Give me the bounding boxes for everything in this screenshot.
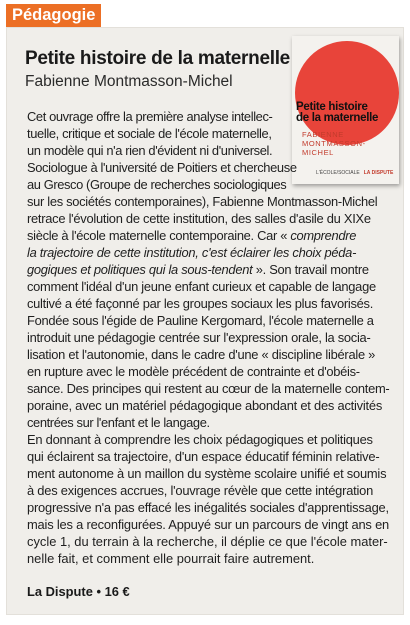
publisher-price: La Dispute • 16 €	[27, 584, 130, 599]
review-card	[6, 27, 404, 615]
cover-title: Petite histoire de la maternelle	[296, 101, 379, 124]
text-line: mais les a reconfigurées. Appuyé sur un parcours de vingt ans en	[27, 517, 390, 532]
cover-publisher: L'ÉCOLE/SOCIALE LA DISPUTE	[316, 170, 394, 176]
text-line: cycle 1, du terrain à la recherche, il déplie ce que l'école mater-	[27, 534, 388, 549]
book-title: Petite histoire de la maternelle	[25, 48, 290, 69]
review-body	[27, 108, 389, 567]
text-line: un modèle qui n'a rien d'évident ni d'universel.	[27, 143, 273, 158]
text-line: En donnant à comprendre les choix pédagogiques et politiques	[27, 432, 373, 447]
text-line: en rupture avec le modèle précédent de contrainte et d'obéis-	[27, 364, 360, 379]
text-line: Cet ouvrage offre la première analyse intellec-	[27, 109, 273, 124]
text-line: centrées sur l'enfant et le langage.	[27, 415, 210, 430]
text-line: Fondée sous l'égide de Pauline Kergomard, l'école maternelle a	[27, 313, 374, 328]
text-line: ment autonome à un maillon du système scolaire unifié et soumis	[27, 466, 387, 481]
text-line: progressive n'a pas effacé les inégalités sociales d'apprentissage,	[27, 500, 389, 515]
book-author: Fabienne Montmasson-Michel	[25, 73, 233, 90]
text-line: siècle à l'école maternelle contemporaine. Car « comprendre	[27, 228, 357, 243]
cover-author: FABIENNE MONTMASSON-MICHEL	[302, 130, 366, 157]
section-tag: Pédagogie	[6, 4, 101, 27]
text-line: au Gresco (Groupe de recherches sociologiques	[27, 177, 287, 192]
text-line: poraine, avec un matériel pédagogique abondant et des activités	[27, 398, 383, 413]
text-line: la trajectoire de cette institution, c'est éclairer les choix péda-	[27, 245, 357, 260]
text-line: lisation et l'autonomie, dans le cadre d'une « discipline libérale »	[27, 347, 376, 362]
text-line: gogiques et politiques qui la sous-tendent ». Son travail montre	[27, 262, 369, 277]
text-line: nelle fait, et comment elle pourrait faire autrement.	[27, 551, 315, 566]
text-line: Sociologue à l'université de Poitiers et chercheuse	[27, 160, 297, 175]
text-line: retrace l'évolution de cette institution, des salles d'asile du XIXe	[27, 211, 371, 226]
text-line: qui éclairent sa trajectoire, d'un espace éducatif féminin relative-	[27, 449, 380, 464]
text-line: cultivé a été façonné par les groupes sociaux les plus favorisés.	[27, 296, 374, 311]
text-line: sance. Des principes qui restent au cœur de la maternelle contem-	[27, 381, 390, 396]
text-line: comment l'idéal d'un jeune enfant curieux et capable de langage	[27, 279, 376, 294]
text-line: tuelle, critique et sociale de l'école maternelle,	[27, 126, 272, 141]
text-line: sur les sociétés contemporaines), Fabienne Montmasson-Michel	[27, 194, 378, 209]
text-line: à des exigences accrues, l'ouvrage révèle que cette intégration	[27, 483, 374, 498]
text-line: introduit une pédagogie centrée sur l'expression orale, la socia-	[27, 330, 371, 345]
